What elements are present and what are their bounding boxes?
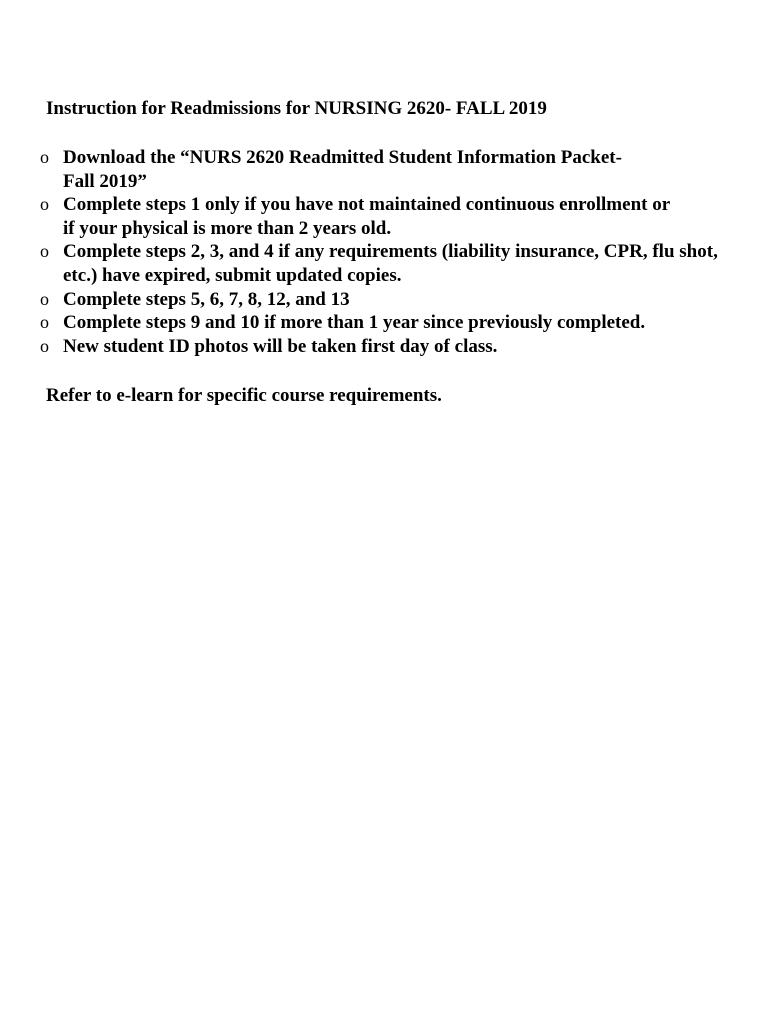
list-item-line: New student ID photos will be taken first day of class. [63, 335, 498, 357]
bullet-icon: o [40, 335, 49, 356]
list-item [40, 288, 765, 312]
list-item [40, 335, 765, 359]
instruction-list [40, 146, 765, 358]
bullet-icon: o [40, 241, 49, 262]
footer-note: Refer to e-learn for specific course requirements. [46, 385, 442, 406]
list-item-line: Complete steps 1 only if you have not maintained continuous enrollment or [63, 194, 671, 216]
list-item [40, 193, 765, 240]
bullet-icon: o [40, 147, 49, 167]
list-item [40, 240, 765, 287]
bullet-icon: o [40, 312, 49, 333]
list-item-line: Fall 2019” [63, 170, 147, 192]
list-item [40, 311, 765, 335]
list-item-line: Complete steps 2, 3, and 4 if any requirements (liability insurance, CPR, flu shot, [63, 241, 718, 263]
bullet-icon: o [40, 194, 49, 215]
list-item-line: etc.) have expired, submit updated copies. [63, 264, 402, 286]
list-item-line: if your physical is more than 2 years old. [63, 217, 392, 239]
document-title: Instruction for Readmissions for NURSING 2620- FALL 2019 [46, 98, 547, 119]
bullet-icon: o [40, 288, 49, 309]
list-item-line: Download the “NURS 2620 Readmitted Student Information Packet- [63, 147, 622, 168]
list-item-line: Complete steps 9 and 10 if more than 1 year since previously completed. [63, 312, 646, 334]
list-item [40, 146, 765, 193]
list-item-line: Complete steps 5, 6, 7, 8, 12, and 13 [63, 288, 350, 310]
